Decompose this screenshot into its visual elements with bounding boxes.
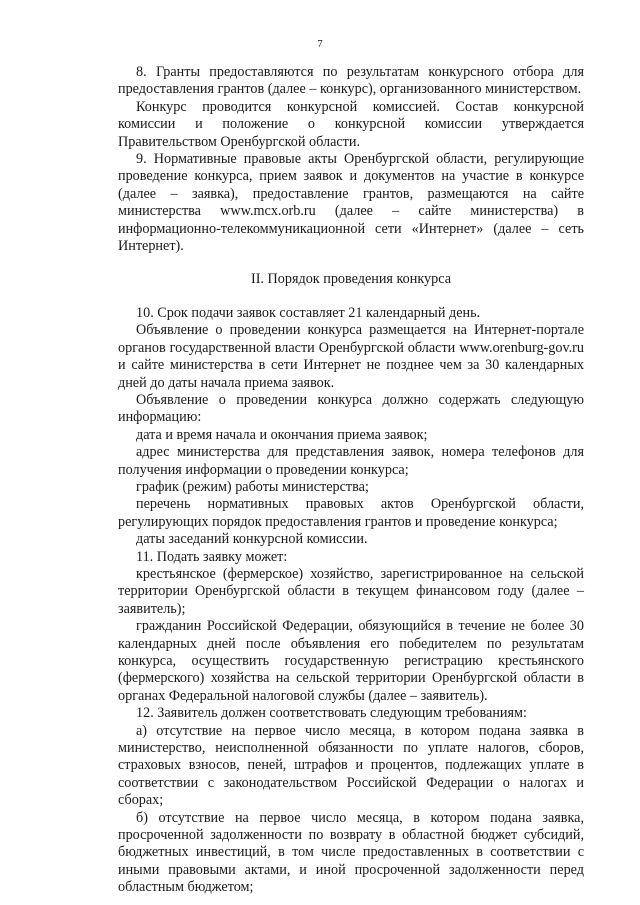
- paragraph-9: 9. Нормативные правовые акты Оренбургской области, регулирующие проведение конкурса, прием заявок и документов на участие в конкурсе (далее – заявка), предоставление грантов, размещаются на сайте министерства www.mcx.orb.ru (далее – сайте министерства) в информационно-телекоммуникационной сети «Интернет» (далее – сеть Интернет).: [118, 151, 584, 255]
- paragraph-8: 8. Гранты предоставляются по результатам конкурсного отбора для предоставления грантов (далее – конкурс), организованного министерством.: [118, 64, 584, 98]
- list-item-legal-acts: перечень нормативных правовых актов Оренбургской области, регулирующих порядок предоставления грантов и проведение конкурса;: [118, 496, 584, 530]
- page-number: 7: [317, 38, 323, 50]
- paragraph-announcement-content: Объявление о проведении конкурса должно содержать следующую информацию:: [118, 391, 584, 426]
- paragraph-12: 12. Заявитель должен соответствовать следующим требованиям:: [136, 705, 527, 722]
- paragraph-10: 10. Срок подачи заявок составляет 21 календарный день.: [136, 304, 481, 321]
- requirement-b: б) отсутствие на первое число месяца, в котором подана заявка, просроченной задолженности по возврату в областной бюджет субсидий, бюджетных инвестиций, в том числе предоставленных в соответствии с иными правовыми актами, и иной просроченной задолженности перед областным бюджетом;: [118, 809, 584, 896]
- list-item-farm: крестьянское (фермерское) хозяйство, зарегистрированное на сельской территории Оренбургской области в текущем финансовом году (далее – заявитель);: [118, 565, 584, 617]
- list-item-citizen: гражданин Российской Федерации, обязующийся в течение не более 30 календарных дней после объявления его победителем по результатам конкурса, осуществить государственную регистрацию крестьянского (фермерского) хозяйства на сельской территории Оренбургской области в органах Федеральной налоговой службы (далее – заявитель).: [118, 618, 584, 704]
- list-item-address: адрес министерства для представления заявок, номера телефонов для получения информации о проведении конкурса;: [118, 444, 584, 478]
- requirement-a: а) отсутствие на первое число месяца, в котором подана заявка в министерство, неисполненной обязанности по уплате налогов, сборов, страховых взносов, пеней, штрафов и процентов, подлежащих уплате в соответствии с законодательством Российской Федерации о налогах и сборах;: [118, 722, 584, 809]
- paragraph-11: 11. Подать заявку может:: [136, 548, 288, 565]
- paragraph-commission: Конкурс проводится конкурсной комиссией. Состав конкурсной комиссии и положение о конкурсной комиссии утверждается Правительством Оренбургской области.: [118, 98, 584, 150]
- list-item-schedule: график (режим) работы министерства;: [136, 478, 369, 495]
- section-heading: II. Порядок проведения конкурса: [250, 271, 452, 288]
- list-item-dates: дата и время начала и окончания приема заявок;: [136, 426, 428, 443]
- list-item-meetings: даты заседаний конкурсной комиссии.: [136, 531, 368, 548]
- page-content: [118, 64, 584, 897]
- paragraph-announcement-placement: Объявление о проведении конкурса размещается на Интернет-портале органов государственной власти Оренбургской области www.orenburg-gov.ru и сайте министерства в сети Интернет не позднее чем за 30 календарных дней до даты начала приема заявок.: [118, 322, 584, 391]
